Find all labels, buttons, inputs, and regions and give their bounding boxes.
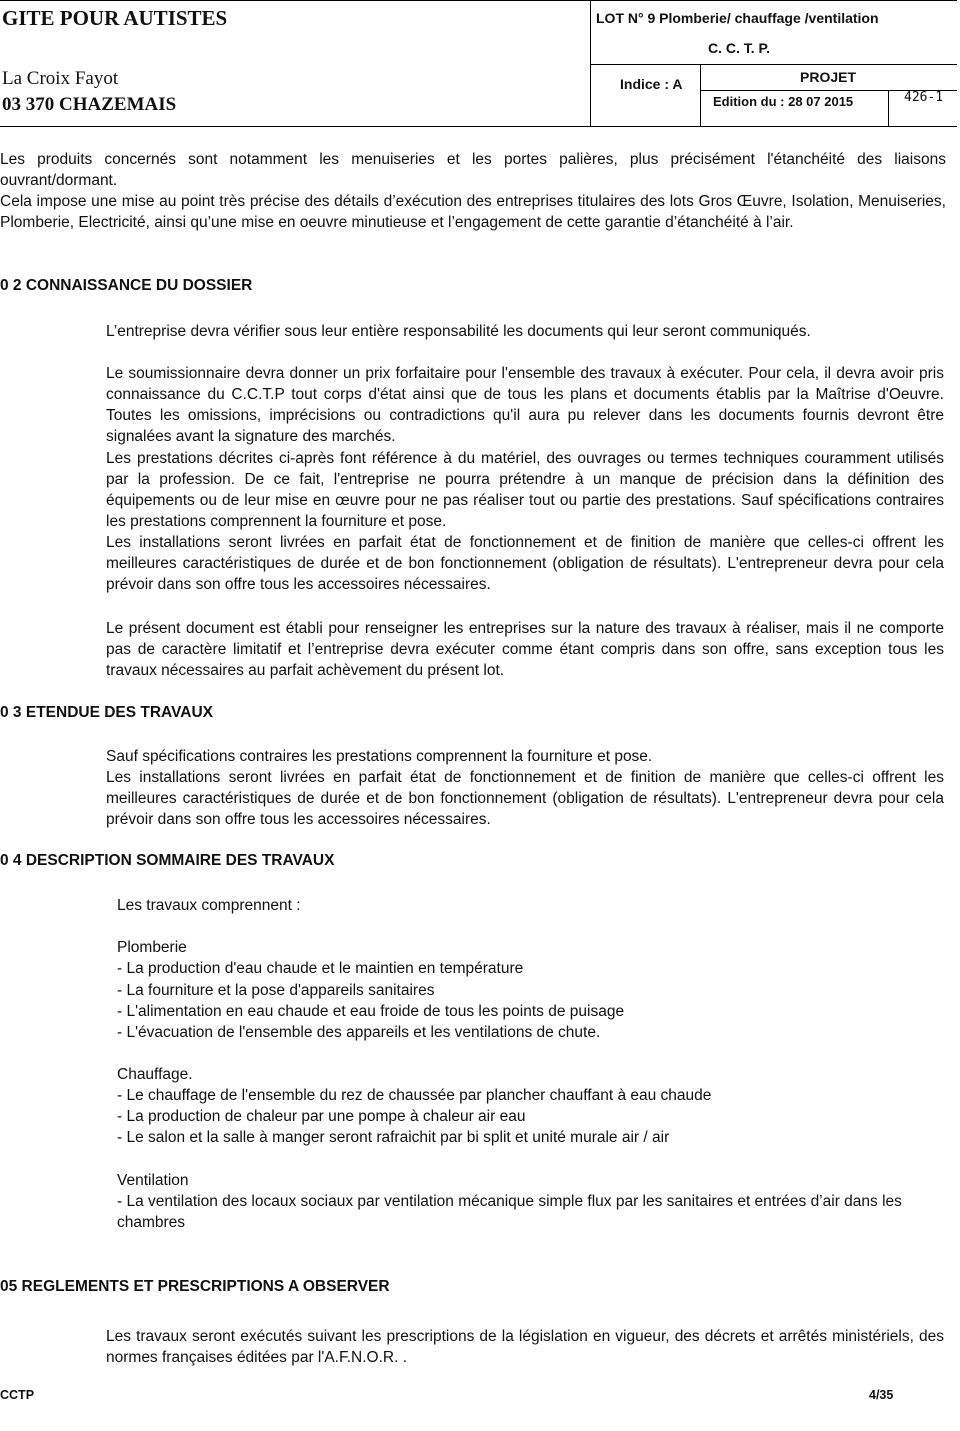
doc-status: PROJET xyxy=(800,69,857,85)
project-title: GITE POUR AUTISTES xyxy=(2,6,228,30)
header-border-bottom xyxy=(0,126,957,127)
indice: Indice : A xyxy=(620,76,683,92)
doc-type: C. C. T. P. xyxy=(708,40,770,56)
project-place: La Croix Fayot xyxy=(2,68,119,89)
section-title: 0 4 DESCRIPTION SOMMAIRE DES TRAVAUX xyxy=(0,852,335,869)
paragraph: L’entreprise devra vérifier sous leur entière responsabilité les documents qui leur seront communiqués. xyxy=(106,323,811,340)
header-border-top xyxy=(0,0,957,1)
paragraph: Le soumissionnaire devra donner un prix forfaitaire pour l'ensemble des travaux à exécuter. Pour cela, il devra avoir pris connaissance du C.C.T.P tout corps d'état ainsi que de tous les plans et documents établis par la Maîtrise d'Oeuvre. Toutes les omissions, imprécisions ou contradictions qu'il aura pu relever dans les documents fournis devront être signalées avant la signature des marchés. xyxy=(106,365,944,445)
section-title: 05 REGLEMENTS ET PRESCRIPTIONS A OBSERVER xyxy=(0,1278,390,1295)
list-item: - L'évacuation de l'ensemble des appareils et les ventilations de chute. xyxy=(117,1024,601,1041)
paragraph: Les travaux seront exécutés suivant les prescriptions de la législation en vigueur, des décrets et arrêtés ministériels, des normes françaises éditées par l'A.F.N.O.R. . xyxy=(106,1328,944,1366)
list-item: - La production de chaleur par une pompe à chaleur air eau xyxy=(117,1108,526,1125)
section-title: 0 2 CONNAISSANCE DU DOSSIER xyxy=(0,277,253,294)
lot-title: LOT N° 9 Plomberie/ chauffage /ventilation xyxy=(596,10,879,26)
subsection-title: Ventilation xyxy=(117,1172,189,1189)
list-item: - La fourniture et la pose d'appareils sanitaires xyxy=(117,982,435,999)
subsection-title: Chauffage. xyxy=(117,1066,193,1083)
intro-paragraph: Cela impose une mise au point très précise des détails d’exécution des entreprises titulaires des lots Gros Œuvre, Isolation, Menuiseries, Plomberie, Electricité, ainsi qu’une mise en oeuvre minutieuse et l’engagement de cette garantie d’étanchéité à l’air. xyxy=(0,193,946,231)
header-divider xyxy=(888,90,889,127)
document-header xyxy=(0,0,957,127)
edition-date: Edition du : 28 07 2015 xyxy=(713,94,854,109)
section-title: 0 3 ETENDUE DES TRAVAUX xyxy=(0,704,214,721)
list-item: - La production d'eau chaude et le maintien en température xyxy=(117,960,524,977)
subsection-title: Plomberie xyxy=(117,939,187,956)
paragraph: Les installations seront livrées en parfait état de fonctionnement et de finition de manière que celles-ci offrent les meilleures caractéristiques de durée et de bon fonctionnement (obligation de résultats). L'entrepreneur devra pour cela prévoir dans son offre tous les accessoires nécessaires. xyxy=(106,534,944,593)
paragraph: Les installations seront livrées en parfait état de fonctionnement et de finition de manière que celles-ci offrent les meilleures caractéristiques de durée et de bon fonctionnement (obligation de résultats). L'entrepreneur devra pour cela prévoir dans son offre tous les accessoires nécessaires. xyxy=(106,769,944,828)
project-city: 03 370 CHAZEMAIS xyxy=(2,94,177,115)
doc-number: 426-1 xyxy=(904,90,944,105)
list-item: - Le chauffage de l'ensemble du rez de chaussée par plancher chauffant à eau chaude xyxy=(117,1087,712,1104)
list-item: - La ventilation des locaux sociaux par ventilation mécanique simple flux par les sanitaires et entrées d’air dans les chambres xyxy=(117,1193,902,1231)
paragraph: Les travaux comprennent : xyxy=(117,897,301,914)
paragraph: Sauf spécifications contraires les prestations comprennent la fourniture et pose. xyxy=(106,748,653,765)
paragraph: Le présent document est établi pour renseigner les entreprises sur la nature des travaux à réaliser, mais il ne comporte pas de caractère limitatif et l’entreprise devra exécuter comme étant compris dans son offre, sans exception tous les travaux nécessaires au parfait achèvement du présent lot. xyxy=(106,620,944,679)
list-item: - Le salon et la salle à manger seront rafraichit par bi split et unité murale air / air xyxy=(117,1129,670,1146)
header-divider xyxy=(590,0,591,127)
intro-paragraph: Les produits concernés sont notamment les menuiseries et les portes palières, plus précisément l'étanchéité des liaisons ouvrant/dormant. xyxy=(0,151,946,189)
page-number: 4/35 xyxy=(869,1388,894,1402)
header-divider xyxy=(700,64,701,127)
list-item: - L'alimentation en eau chaude et eau froide de tous les points de puisage xyxy=(117,1003,625,1020)
header-divider xyxy=(590,64,957,65)
footer-doc-label: CCTP xyxy=(0,1388,35,1402)
paragraph: Les prestations décrites ci-après font référence à du matériel, des ouvrages ou termes techniques couramment utilisés par la profession. De ce fait, l'entreprise ne pourra prétendre à un manque de précision dans la définition des équipements ou de leur mise en œuvre pour ne pas réaliser tout ou partie des prestations. Sauf spécifications contraires les prestations comprennent la fourniture et pose. xyxy=(106,450,944,530)
